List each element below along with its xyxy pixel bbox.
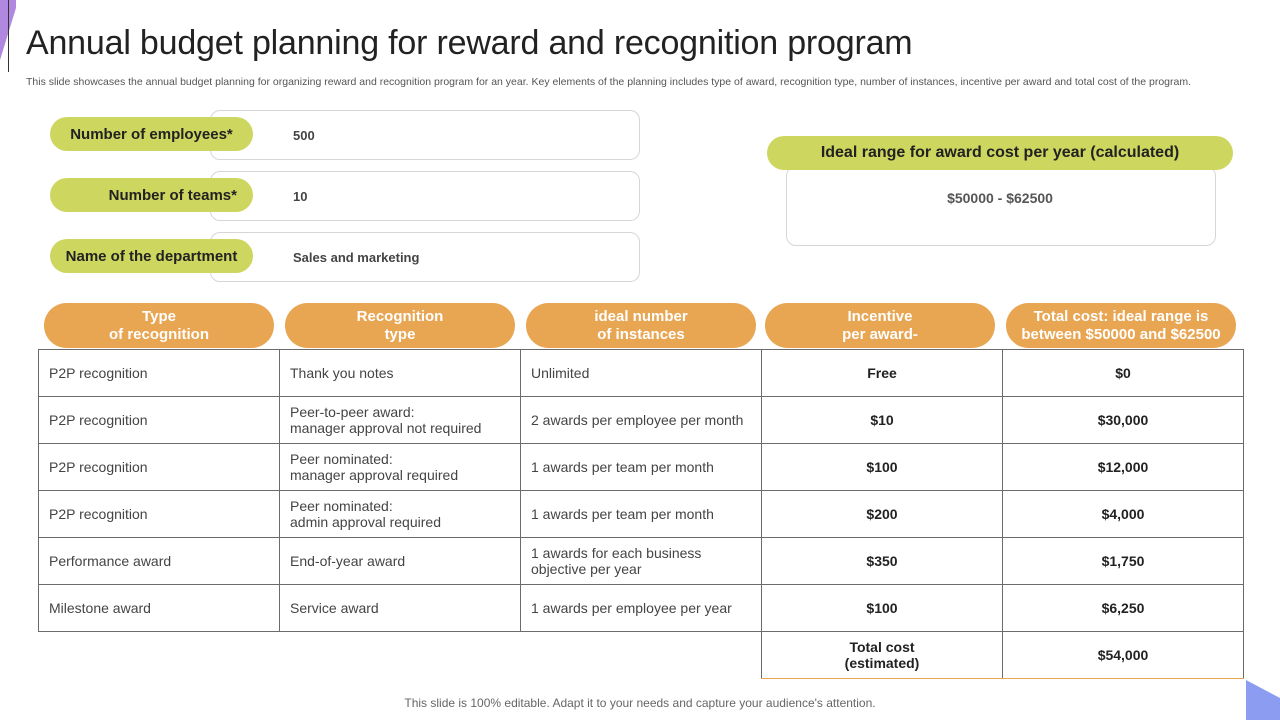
cell-line: Peer nominated: [290,451,393,467]
cell-type: Performance award [39,538,280,585]
header-line: Recognition [356,307,444,325]
department-value: Sales and marketing [293,250,420,265]
range-label: Ideal range for award cost per year (calculated) [767,136,1233,170]
cell-type: P2P recognition [39,444,280,491]
department-field [50,232,640,282]
table-row [39,397,1244,444]
cell-total: $0 [1003,350,1244,397]
cell-line: Peer-to-peer award: [290,404,415,420]
header-line: between $50000 and $62500 [1021,325,1221,343]
total-cost-value: $54,000 [1003,632,1244,679]
cell-type: Milestone award [39,585,280,632]
header-line: of recognition [109,325,209,343]
blank-cell [39,632,280,679]
cell-line: manager approval required [290,467,459,483]
cell-instances: 1 awards per team per month [521,444,762,491]
blank-cell [280,632,521,679]
page-title: Annual budget planning for reward and recognition program [26,24,913,62]
cell-line: Service award [290,600,379,616]
cell-total: $6,250 [1003,585,1244,632]
cell-line: admin approval required [290,514,441,530]
department-value-box [210,232,640,282]
header-recognition-type [285,303,515,348]
header-line: type [384,325,416,343]
total-label-line: Total cost [849,639,915,655]
header-line: per award- [842,325,918,343]
cell-instances: 1 awards per team per month [521,491,762,538]
cell-recognition-type [280,444,521,491]
total-cost-label [762,632,1003,679]
cell-total: $30,000 [1003,397,1244,444]
cell-instances: Unlimited [521,350,762,397]
table-row [39,350,1244,397]
employees-field [50,110,640,160]
title-accent-line [8,0,9,72]
page-subtitle: This slide showcases the annual budget planning for organizing reward and recognition program for an year. Key elements of the planning includes type of award, recognition type, number of instances, incentive per award and total cost of the program. [26,76,1192,88]
budget-table [38,349,1244,679]
cell-line: Thank you notes [290,365,394,381]
cell-recognition-type [280,538,521,585]
header-line: Type [142,307,176,325]
employees-value-box [210,110,640,160]
cell-instances: 2 awards per employee per month [521,397,762,444]
cell-incentive: $350 [762,538,1003,585]
cell-incentive: $100 [762,585,1003,632]
total-row [39,632,1244,679]
teams-value-box [210,171,640,221]
footer-note: This slide is 100% editable. Adapt it to your needs and capture your audience's attention. [404,696,876,710]
range-value: $50000 - $62500 [947,190,1053,206]
cell-recognition-type [280,491,521,538]
cell-recognition-type [280,350,521,397]
cell-recognition-type [280,397,521,444]
employees-label: Number of employees* [50,117,253,151]
header-incentive [765,303,995,348]
header-line: Total cost: ideal range is [1033,307,1209,325]
teams-label: Number of teams* [50,178,253,212]
cell-line: manager approval not required [290,420,482,436]
header-type-of-recognition [44,303,274,348]
header-ideal-instances [526,303,756,348]
table-row [39,585,1244,632]
table-row [39,444,1244,491]
cell-total: $12,000 [1003,444,1244,491]
cell-incentive: $200 [762,491,1003,538]
total-label-line: (estimated) [844,655,920,671]
header-total-cost [1006,303,1236,348]
table-row [39,491,1244,538]
cell-total: $4,000 [1003,491,1244,538]
department-label: Name of the department [50,239,253,273]
range-value-box [786,166,1216,246]
cell-incentive: $100 [762,444,1003,491]
cell-instances: 1 awards for each business objective per year [521,538,762,585]
header-line: Incentive [847,307,913,325]
cell-instances: 1 awards per employee per year [521,585,762,632]
cell-incentive: Free [762,350,1003,397]
cell-type: P2P recognition [39,397,280,444]
cell-incentive: $10 [762,397,1003,444]
cell-total: $1,750 [1003,538,1244,585]
cell-type: P2P recognition [39,491,280,538]
cell-line: End-of-year award [290,553,406,569]
cell-line: Peer nominated: [290,498,393,514]
employees-value: 500 [293,128,315,143]
teams-field [50,171,640,221]
header-line: of instances [597,325,685,343]
blank-cell [521,632,762,679]
cell-type: P2P recognition [39,350,280,397]
teams-value: 10 [293,189,308,204]
header-line: ideal number [594,307,688,325]
table-row [39,538,1244,585]
cell-recognition-type [280,585,521,632]
